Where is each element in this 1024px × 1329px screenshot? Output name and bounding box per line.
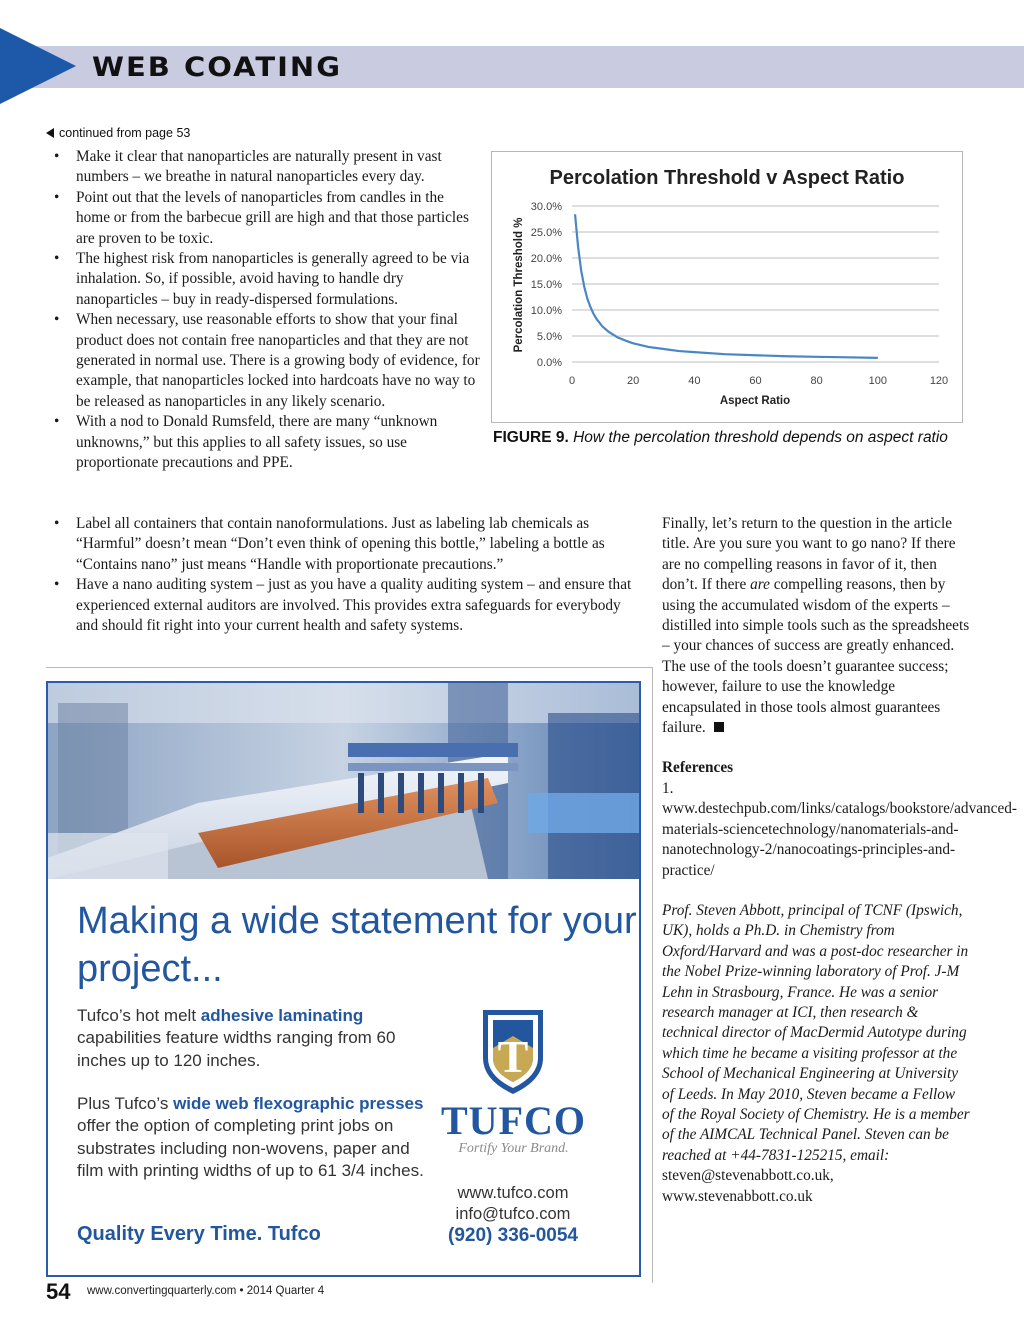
footer-site-link[interactable]: www.convertingquarterly.com xyxy=(87,1285,237,1297)
tufco-shield-icon xyxy=(433,1008,593,1101)
ad-headline: Making a wide statement for your project... xyxy=(77,900,637,990)
ad-contact xyxy=(433,1183,593,1225)
y-tick-label: 30.0% xyxy=(530,201,562,213)
y-axis-label: Percolation Threshold % xyxy=(513,217,525,353)
y-tick-label: 25.0% xyxy=(530,227,562,239)
ad-photo-laminator xyxy=(48,683,639,879)
list-item: • The highest risk from nanoparticles is generally agreed to be via inhalation. So, if possible, avoid having to handle dry nanoparticles – buy in ready-dispersed formulations. xyxy=(50,249,480,310)
x-tick-label: 20 xyxy=(627,375,640,387)
brand-tagline: Fortify Your Brand. xyxy=(458,1141,569,1156)
email-link[interactable]: info@tufco.com xyxy=(455,1205,571,1223)
ad-paragraph-2: Plus Tufco’s wide web flexographic presses offer the option of completing print jobs on substrates including non-wovens, paper and film with printing widths of up to 61 3/4 inches. xyxy=(77,1094,424,1181)
end-mark-icon xyxy=(714,722,724,732)
figure-caption: FIGURE 9. How the percolation threshold depends on aspect ratio xyxy=(493,429,948,446)
reference-item[interactable]: 1. www.destechpub.com/links/catalogs/bookstore/advanced-materials-sciencetechnology/nanomaterials-and-nanotechnology-2/nanocoatings-principles-and-practice/ xyxy=(662,779,1017,879)
chart-title: Percolation Threshold v Aspect Ratio xyxy=(549,167,905,189)
y-tick-label: 15.0% xyxy=(530,279,562,291)
continued-note[interactable]: continued from page 53 xyxy=(46,126,190,140)
header-triangle-icon xyxy=(0,28,76,104)
y-tick-label: 10.0% xyxy=(530,305,562,317)
phone-number[interactable]: (920) 336-0054 xyxy=(448,1225,578,1246)
tufco-advertisement[interactable] xyxy=(46,681,641,1277)
author-bio: Prof. Steven Abbott, principal of TCNF (Ipswich, UK), holds a Ph.D. in Chemistry from Oxford/Harvard and was a post-doc researcher in the Nobel Prize-winning laboratory of Prof. J-M Lehn in Strasbourg, France. He was a senior research manager at ICI, then research & technical director of MacDermid Autotype during which time he became a visiting professor at the School of Mechanical Engineering at University of Leeds. In May 2010, Steven became a Fellow of the Royal Society of Chemistry. He is a member of the AIMCAL Technical Panel. Steven can be reached at +44-7831-125215, email: steven@stevenabbott.co.uk, www.stevenabbott.co.uk xyxy=(662,901,970,1205)
bullet-list-top xyxy=(50,147,480,474)
y-tick-label: 20.0% xyxy=(530,253,562,265)
references-heading: References xyxy=(662,759,734,777)
list-item: • Make it clear that nanoparticles are naturally present in vast numbers – we breathe in natural nanoparticles every day. xyxy=(50,147,480,188)
list-item: • When necessary, use reasonable efforts to show that your final product does not contain free nanoparticles and that they are not generated in normal use. There is a growing body of evidence, for example, that nanoparticles locked into hardcoats have no way to be released as nanoparticles in any likely scenario. xyxy=(50,310,480,412)
list-item: • Have a nano auditing system – just as you have a quality auditing system – and ensure that experienced external auditors are involved. This provides extra safeguards for everybody and should fit right into your current health and safety systems. xyxy=(50,575,636,636)
x-tick-label: 0 xyxy=(568,375,576,387)
logo-letter: T xyxy=(497,1031,529,1082)
x-tick-label: 60 xyxy=(749,375,762,387)
x-tick-label: 80 xyxy=(810,375,823,387)
ad-paragraph-1: Tufco’s hot melt adhesive laminating capabilities feature widths ranging from 60 inches up to 120 inches. xyxy=(77,1006,396,1070)
divider xyxy=(46,667,652,668)
closing-paragraph: Finally, let’s return to the question in the article title. Are you sure you want to go nano? If there are no compelling reasons in favor of it, then don’t. If there are compelling reasons, then by using the accumulated wisdom of the experts – distilled into simple tools such as the spreadsheets – your chances of success are greatly enhanced. The use of the tools doesn’t guarantee success; however, failure to use the knowledge encapsulated in those tools almost guarantees failure. xyxy=(662,515,970,737)
percolation-chart xyxy=(492,152,962,422)
x-tick-label: 120 xyxy=(929,375,949,387)
column-rule xyxy=(652,667,653,1283)
chart-figure xyxy=(491,151,963,423)
brand-name: TUFCO xyxy=(441,1098,586,1143)
list-item: • Label all containers that contain nanoformulations. Just as labeling lab chemicals as “Harmful” doesn’t mean “Don’t even think of opening this bottle,” labeling a bottle as “Contains nano” just means “Handle with proportionate precautions.” xyxy=(50,514,636,575)
author-email-link[interactable]: steven@stevenabbott.co.uk, xyxy=(662,1167,834,1185)
footer-text: www.convertingquarterly.com • 2014 Quarter 4 xyxy=(87,1285,325,1297)
bullet-list-wide xyxy=(50,514,636,636)
x-tick-label: 100 xyxy=(868,375,888,387)
author-site-link[interactable]: www.stevenabbott.co.uk xyxy=(662,1187,813,1205)
section-title: WEB COATING xyxy=(92,51,342,83)
list-item: • With a nod to Donald Rumsfeld, there are many “unknown unknowns,” but this applies to all safety issues, so use proportionate precautions and PPE. xyxy=(50,412,480,473)
x-tick-label: 40 xyxy=(688,375,701,387)
list-item: • Point out that the levels of nanoparticles from candles in the home or from the barbecue grill are high and that those particles are proven to be toxic. xyxy=(50,188,480,249)
y-tick-label: 5.0% xyxy=(536,331,562,343)
x-axis-label: Aspect Ratio xyxy=(719,395,791,407)
web-link[interactable]: www.tufco.com xyxy=(457,1184,569,1202)
y-tick-label: 0.0% xyxy=(536,357,562,369)
page-number: 54 xyxy=(46,1279,71,1304)
right-column xyxy=(662,514,1017,1207)
ad-tagline: Quality Every Time. Tufco xyxy=(77,1223,321,1245)
left-triangle-icon xyxy=(46,128,54,138)
